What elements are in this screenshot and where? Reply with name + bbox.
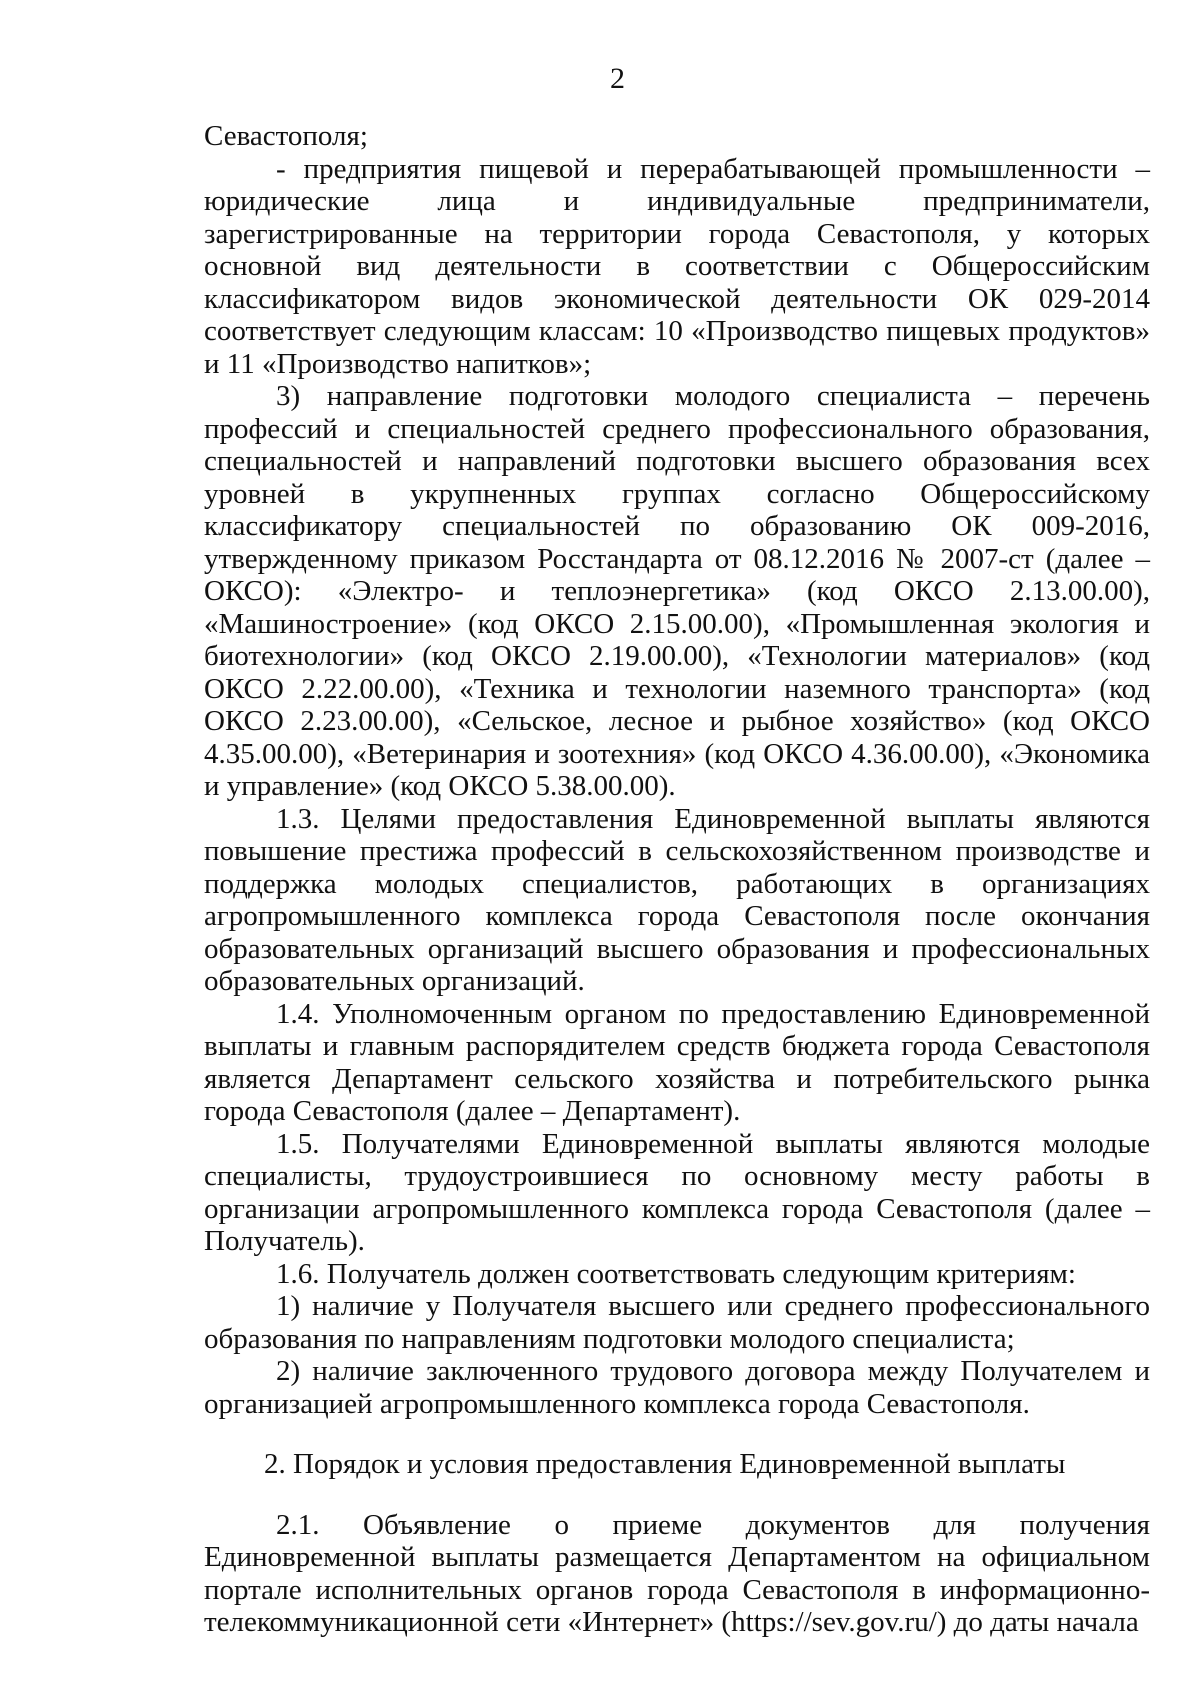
paragraph-1-3: 1.3. Целями предоставления Единовременной выплаты являются повышение престижа профессий в сельскохозяйственном производстве и поддержка молодых специалистов, работающих в организациях агропромышленного комплекса города Севастополя после окончания образовательных организаций высшего образования и профессиональных образовательных организаций. (204, 802, 1150, 997)
paragraph-training-direction: 3) направление подготовки молодого специалиста – перечень профессий и специальностей среднего профессионального образования, специальностей и направлений подготовки высшего образования всех уровней в укрупненных группах согласно Общероссийскому классификатору специальностей по образованию ОК 009-2016, утвержденному приказом Росстандарта от 08.12.2016 № 2007-ст (далее – ОКСО): «Электро- и теплоэнергетика» (код ОКСО 2.13.00.00), «Машиностроение» (код ОКСО 2.15.00.00), «Промышленная экология и биотехнологии» (код ОКСО 2.19.00.00), «Технологии материалов» (код ОКСО 2.22.00.00), «Техника и технологии наземного транспорта» (код ОКСО 2.23.00.00), «Сельское, лесное и рыбное хозяйство» (код ОКСО 4.35.00.00), «Ветеринария и зоотехния» (код ОКСО 4.36.00.00), «Экономика и управление» (код ОКСО 5.38.00.00). (204, 380, 1150, 802)
paragraph-1-6: 1.6. Получатель должен соответствовать следующим критериям: (276, 1257, 1076, 1290)
paragraph-criterion-2: 2) наличие заключенного трудового договора между Получателем и организацией агропромышленного комплекса города Севастополя. (204, 1355, 1150, 1420)
paragraph-continuation: Севастополя; (204, 120, 368, 152)
paragraph-food-industry: - предприятия пищевой и перерабатывающей промышленности – юридические лица и индивидуальные предприниматели, зарегистрированные на территории города Севастополя, у которых основной вид деятельности в соответствии с Общероссийским классификатором видов экономической деятельности ОК 029-2014 соответствует следующим классам: 10 «Производство пищевых продуктов» и 11 «Производство напитков»; (204, 152, 1150, 380)
paragraph-1-5: 1.5. Получателями Единовременной выплаты являются молодые специалисты, трудоустроившиеся по основному месту работы в организации агропромышленного комплекса города Севастополя (далее – Получатель). (204, 1127, 1150, 1257)
document-body (204, 120, 1150, 1639)
paragraph-1-4: 1.4. Уполномоченным органом по предоставлению Единовременной выплаты и главным распорядителем средств бюджета города Севастополя является Департамент сельского хозяйства и потребительского рынка города Севастополя (далее – Департамент). (204, 997, 1150, 1127)
section-heading: 2. Порядок и условия предоставления Единовременной выплаты (264, 1448, 1066, 1480)
paragraph-criterion-1: 1) наличие у Получателя высшего или среднего профессионального образования по направлениям подготовки молодого специалиста; (204, 1290, 1150, 1355)
paragraph-2-1: 2.1. Объявление о приеме документов для получения Единовременной выплаты размещается Департаментом на официальном портале исполнительных органов города Севастополя в информационно-телекоммуникационной сети «Интернет» (https://sev.gov.ru/) до даты начала (204, 1508, 1150, 1638)
page-number: 2 (610, 62, 625, 95)
